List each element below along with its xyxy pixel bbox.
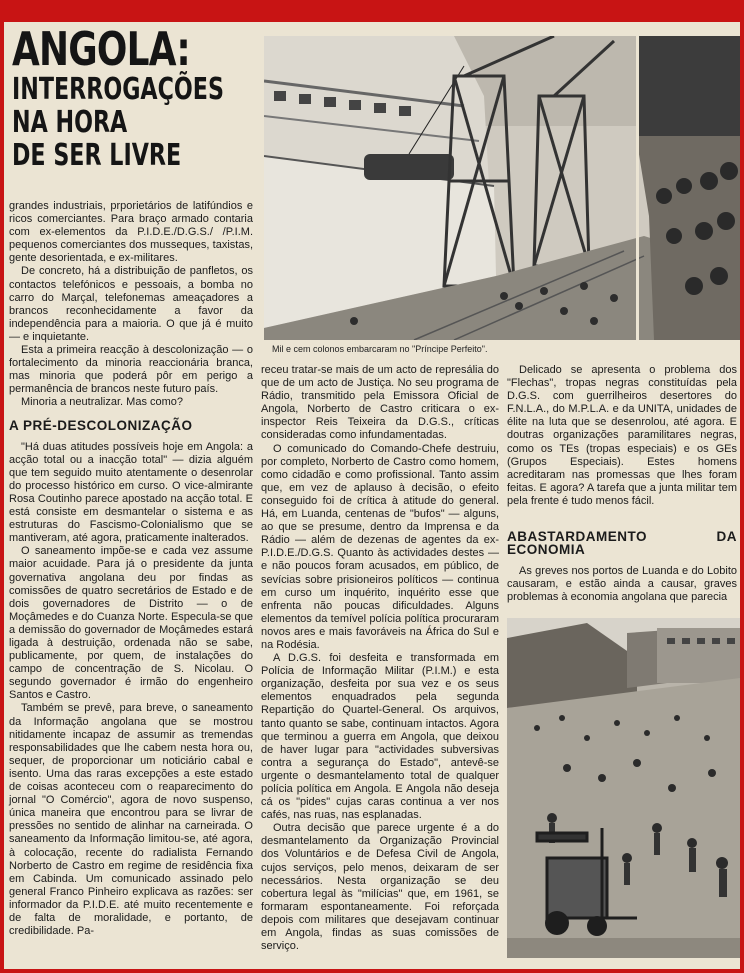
headline-main: ANGOLA: (12, 22, 190, 76)
port-crowd-illustration (507, 618, 740, 958)
photo-caption: Mil e cem colonos embarcaram no "Príncipe Perfeito". (272, 344, 488, 354)
port-crowd-photo (507, 618, 740, 958)
column-1 (9, 200, 253, 938)
col2-paragraph: Outra decisão que parece urgente é a do desmantelamento da Organização Provincial dos Voluntários e de Defesa Civil de Angola, cujos serviços, pelo menos, deixaram de ser necessários. Nesta organização se deu cobertura legal às "milícias" que, em 1961, se formaram espontaneamente. Foi reforçada depois com militares que desejavam continuar em Angola, findas as suas comissões de serviço. (261, 822, 499, 953)
col2-paragraph: receu tratar-se mais de um acto de represália do que de um acto de Justiça. No seu programa de Rádio, transmitido pela Emissora Oficial de Angola, Norberto de Castro criticara o ex-inspector Reis Teixeira da D.G.S., críticas consideradas como infundamentadas. (261, 364, 499, 442)
headline-line-2: NA HORA (12, 105, 128, 140)
col3-paragraph: As greves nos portos de Luanda e do Lobito causaram, e estão ainda a causar, graves problemas à economia angolana que parecia (507, 565, 737, 604)
section-heading-abastardamento: ABASTARDAMENTO DA ECONOMIA (507, 529, 737, 558)
col3-paragraph: Delicado se apresenta o problema dos "Flechas", tropas negras constituídas pela D.G.S. com guerrilheiros desertores do F.N.L.A., do M.P.L.A. e da UNITA, unidades de élite na luta que se desenrolou, até agora. E doutras organizações paramilitares negras, como os TEs (tropas especiais) e os GEs (Grupos Especiais). Estes homens acreditaram nas promessas que lhes foram feitas. E agora? A tarefa que a junta militar tem pela frente é tudo menos fácil. (507, 364, 737, 507)
col1-paragraph: De concreto, há a distribuição de panfletos, os contactos telefónicos e pessoais, a bomba no carro do Marçal, telefonemas ameaçadores a brancos reconhecidamente a favor da independência para a maioria. O que já é muito — e inquietante. (9, 265, 253, 343)
column-2 (261, 364, 499, 953)
col1-paragraph: Minoria a neutralizar. Mas como? (21, 396, 184, 409)
col2-paragraph: A D.G.S. foi desfeita e transformada em Polícia de Informação Militar (P.I.M.) e esta organização, desfeita por sua vez e os seus elementos enquadrados pela segunda Repartição do Quartel-General. Os arquivos, tanto quanto se sabe, continuam intactos. Agora que terminou a guerra em Angola, que deixou de haver lugar para "actividades subversivas contra a segurança do Estado", antevê-se urgente o desmantelamento total de qualquer polícia política em Angola. E Angola não deseja cá os "pides" cujas caras continua a ver nos cafés, nas ruas, nas esplanadas. (261, 652, 499, 822)
col2-paragraph: O comunicado do Comando-Chefe destruiu, por completo, Norberto de Castro como homem, como cidadão e como profissional. Tanto assim que, em vez de aplauso à decisão, o efeito conseguido foi de crítica à atitude do general. Há, em Luanda, centenas de "bufos" — alguns, ao que se presume, dentro da Imprensa e da Rádio — além de dezenas de agentes da ex-P.I.D.E./D.G.S. Quanto às actividades destes — e não poucos foram acusados, em público, de sevícias sobre prisioneiros políticos — continua em curso um inquérito, inquérito esse que enfrenta não poucas dificuldades. Alguns elementos da temível polícia política procuraram novos ares e mais favoráveis na África do Sul e na Rodésia. (261, 442, 499, 651)
ship-dock-illustration (264, 36, 740, 340)
headline-line-3: DE SER LIVRE (12, 138, 182, 173)
section-heading-pre-descolonizacao: A PRÉ-DESCOLONIZAÇÃO (9, 417, 193, 433)
ship-dock-photo (264, 36, 740, 340)
headline-block (12, 22, 262, 173)
headline-line-1: INTERROGAÇÕES (12, 72, 224, 107)
col1-paragraph: O saneamento impõe-se e cada vez assume maior acuidade. Para já o presidente da junta governativa angolana deu por findas as comissões de quatro secretários de Estado e de dois governadores de Distrito — o de Moçâmedes e do Cuanza Norte. Especula-se que a demissão do governador de Moçâmedes estará ligada à destruição, ordenada não se sabe, publicamente, por quem, de instalações do campo de concentração de S. Nicolau. O segundo governador é irmão do engenheiro Santos e Castro. (9, 545, 253, 702)
top-red-bar (0, 0, 744, 22)
col1-paragraph: "Há duas atitudes possíveis hoje em Angola: a acção total ou a inacção total" — dizia alguém que tem seguido muito atentamente o desenrolar do processo histórico em curso. O vice-almirante Rosa Coutinho parece apostado na acção total. E está consiste em desmantelar o sistema e as estruturas do Fascismo-Colonialismo que se mantiveram, até agora, praticamente inalterados. (9, 440, 253, 545)
col1-paragraph: grandes industriais, prporietários de latifúndios e ricos comerciantes. Para braço armado contaria com ex-elementos da P.I.D.E./D.G.S./ /P.I.M. pequenos comerciantes dos musseques, taxistas, gente desorientada, e ex-militares. (9, 200, 253, 265)
col1-paragraph: Esta a primeira reacção à descolonização — o fortalecimento da minoria reaccionária branca, mas minoria que poderá pôr em perigo a permanência de brancos neste futuro país. (9, 344, 253, 396)
magazine-page (4, 22, 740, 969)
col1-paragraph: Também se prevê, para breve, o saneamento da Informação angolana que se mostrou nitidamente incapaz de assumir as tremendas responsabilidades que lhe cabem nesta hora ou, sequer, de proporcionar um noticiário cabal e isento. Uma das raras excepções a este estado de coisas aconteceu com o reaparecimento do jornal "O Comércio", agora de novo suspenso, única maneira que encontrou para se livrar de pressões no sentido de alinhar na carneirada. O saneamento da Informação limitou-se, até agora, à colocação, recente do radialista Fernando Norberto de Castro em regime de residência fixa em Cabinda. Um comunicado assinado pelo general Franco Pinheiro explicava as razões: ser informador da P.I.D.E. até muito recentemente e de falta de moralidade, e portanto, de credibilidade. Pa- (9, 702, 253, 938)
column-3 (507, 364, 737, 605)
